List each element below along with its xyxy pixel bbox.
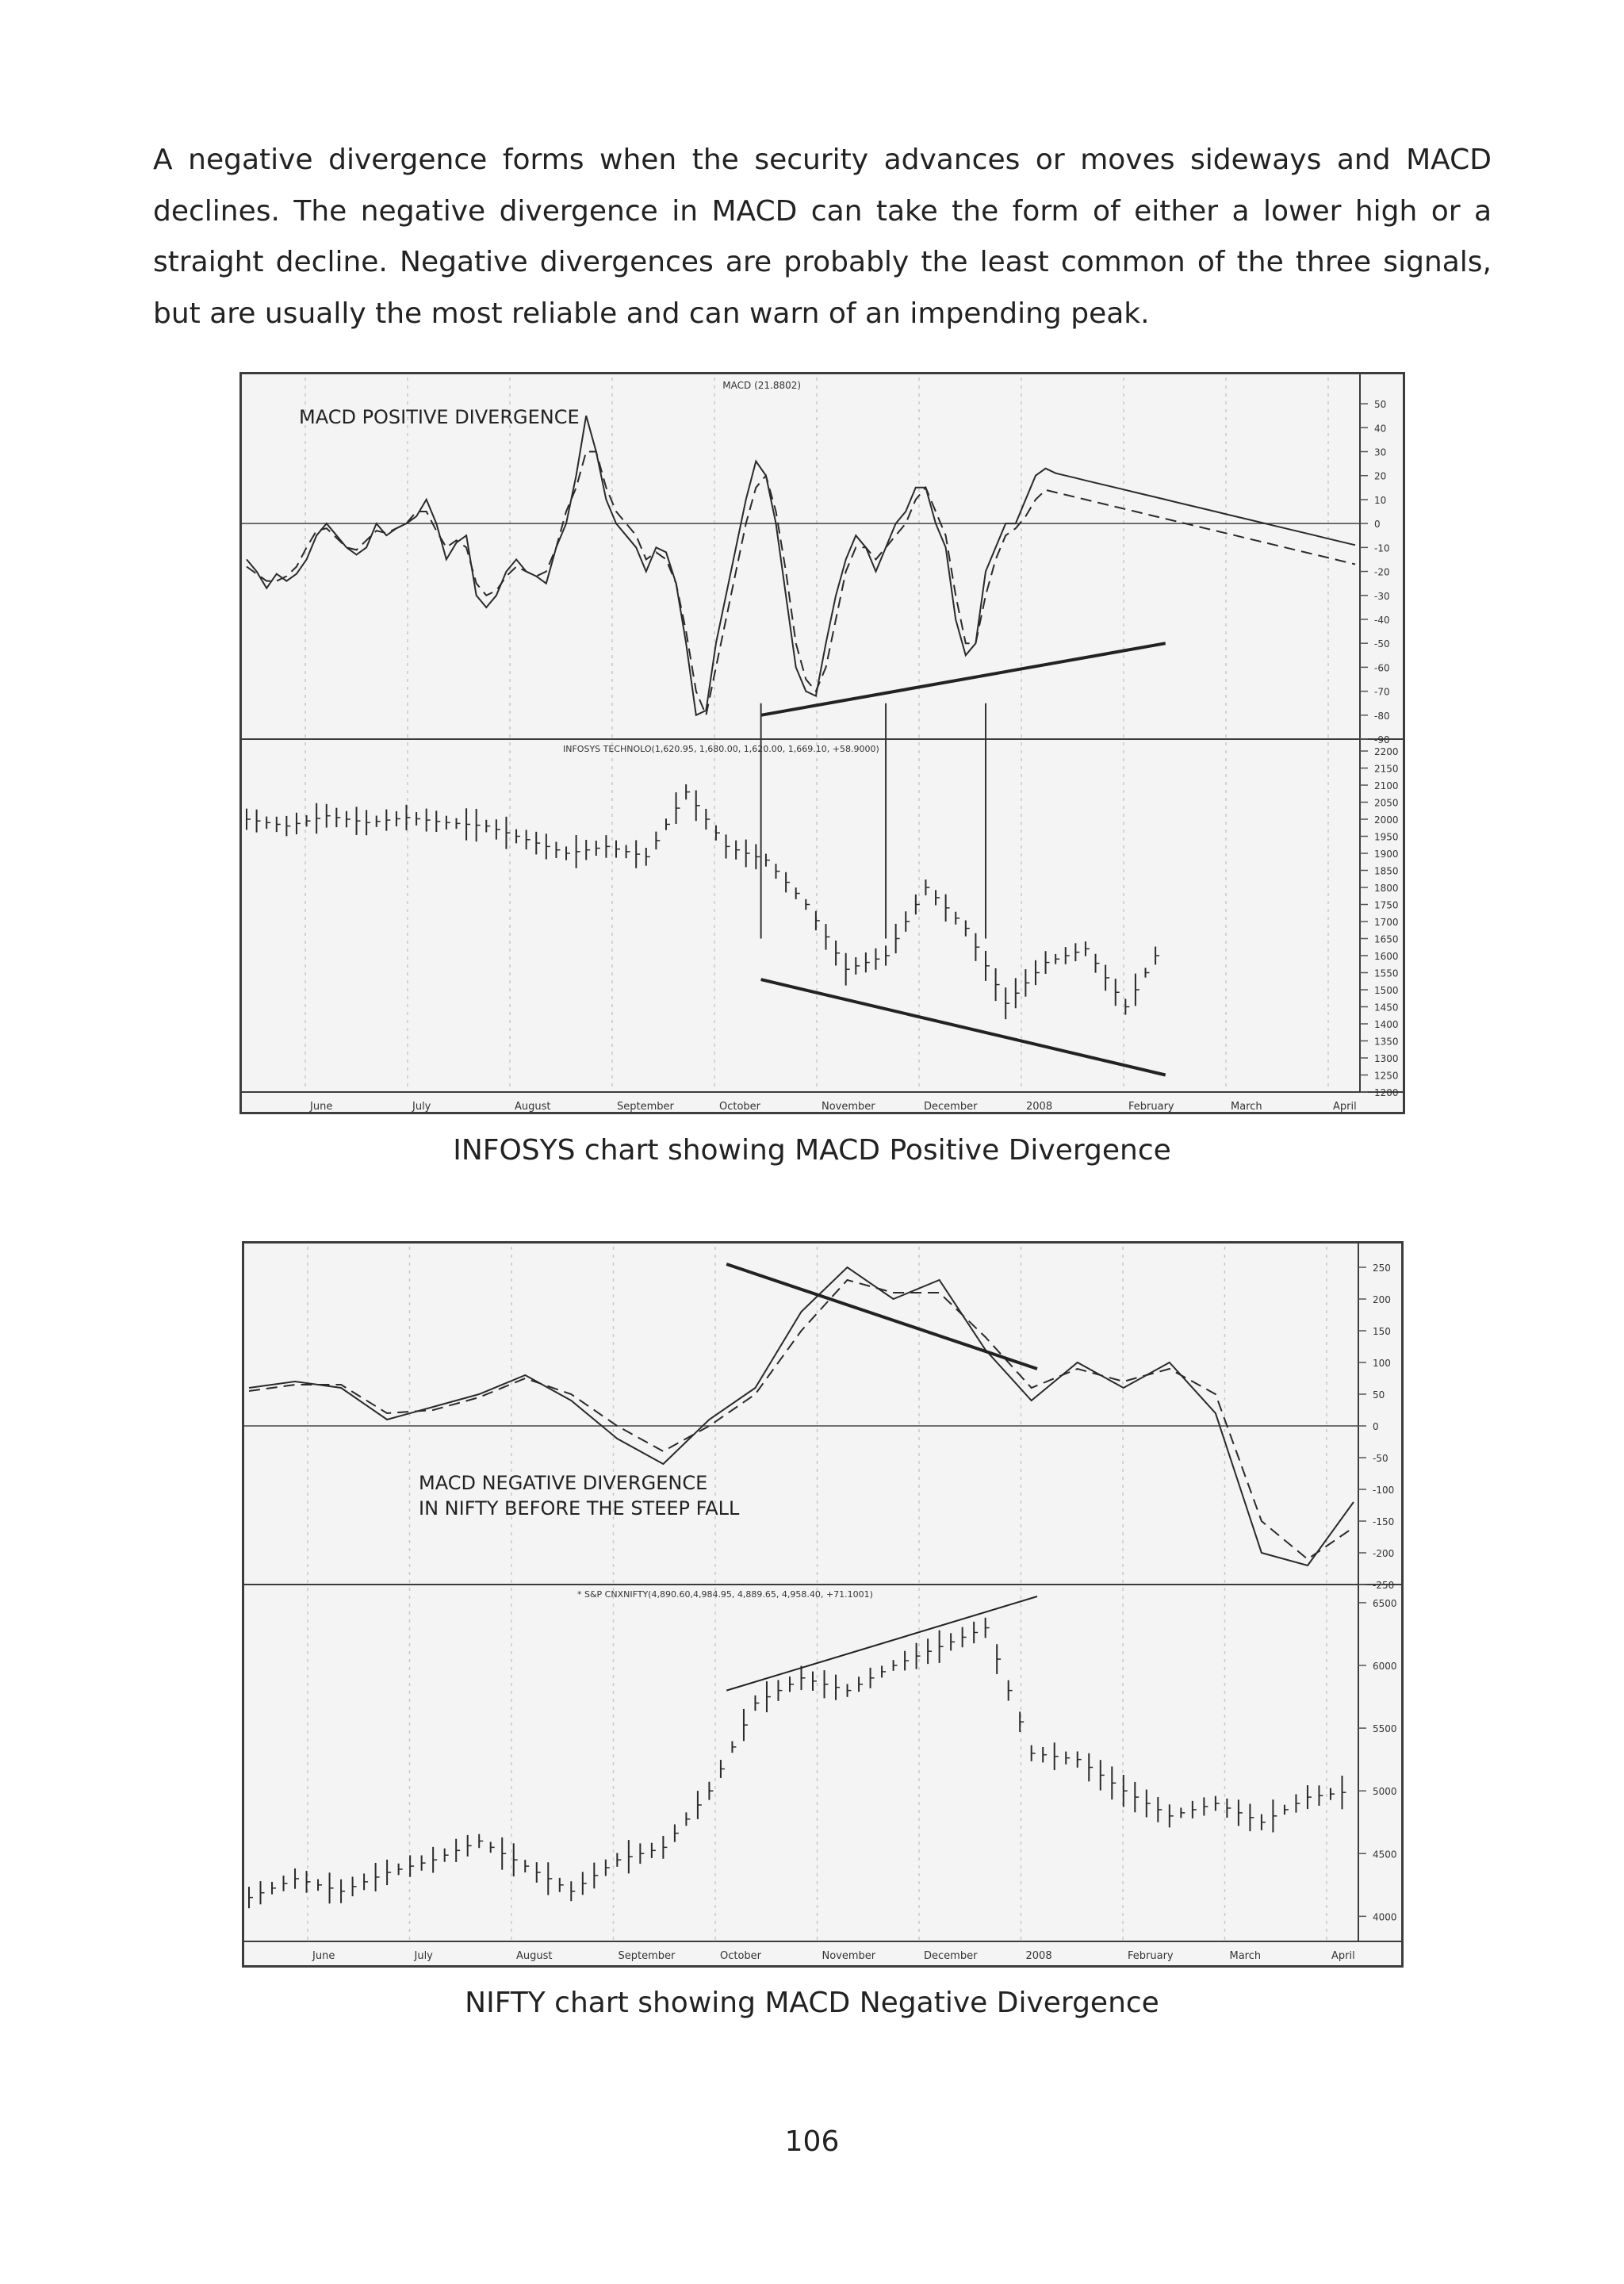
price-header: INFOSYS TECHNOLO(1,620.95, 1,680.00, 1,620.00, 1,669.10, +58.9000) xyxy=(563,744,879,754)
price-tick-label: 2050 xyxy=(1374,797,1399,809)
macd-tick-label: 30 xyxy=(1374,446,1387,458)
price-tick-label: 1700 xyxy=(1374,917,1399,928)
macd-tick-label: 10 xyxy=(1374,494,1387,506)
macd-series-line xyxy=(247,416,1355,715)
month-label: 2008 xyxy=(1026,1101,1053,1112)
month-label: April xyxy=(1331,1950,1355,1962)
price-tick-label: 1900 xyxy=(1374,849,1399,860)
macd-trendline xyxy=(761,643,1166,715)
infosys-macd-chart xyxy=(239,372,1405,1114)
price-tick-label: 1850 xyxy=(1374,865,1399,877)
price-tick-label: 1600 xyxy=(1374,951,1399,962)
macd-tick-label: -50 xyxy=(1374,638,1390,650)
macd-tick-label: -70 xyxy=(1374,686,1390,698)
price-tick-label: 1750 xyxy=(1374,899,1399,911)
price-tick-label: 1400 xyxy=(1374,1019,1399,1030)
macd-tick-label: 100 xyxy=(1373,1358,1391,1369)
month-label: August xyxy=(515,1101,551,1112)
macd-tick-label: -80 xyxy=(1374,710,1390,722)
month-label: November xyxy=(822,1950,876,1962)
price-tick-label: 2200 xyxy=(1374,746,1399,757)
price-tick-label: 1650 xyxy=(1374,933,1399,945)
price-tick-label: 1450 xyxy=(1374,1002,1399,1014)
month-label: June xyxy=(312,1950,335,1962)
price-tick-label: 5500 xyxy=(1373,1723,1397,1735)
macd-trendline xyxy=(726,1264,1037,1369)
price-tick-label: 2000 xyxy=(1374,814,1399,826)
macd-header: MACD (21.8802) xyxy=(722,380,802,391)
macd-tick-label: 20 xyxy=(1374,470,1387,482)
macd-annotation: IN NIFTY BEFORE THE STEEP FALL xyxy=(419,1497,740,1519)
month-label: October xyxy=(720,1950,762,1962)
macd-tick-label: 50 xyxy=(1374,399,1387,411)
price-tick-label: 1300 xyxy=(1374,1053,1399,1064)
nifty-macd-chart xyxy=(242,1241,1404,1968)
macd-tick-label: -10 xyxy=(1374,542,1390,554)
infosys-chart-svg xyxy=(242,374,1403,1112)
macd-series-line xyxy=(249,1280,1354,1559)
macd-tick-label: -50 xyxy=(1373,1453,1388,1464)
page-number: 106 xyxy=(784,2125,840,2158)
price-tick-label: 2150 xyxy=(1374,763,1399,775)
month-label: October xyxy=(719,1101,761,1112)
month-label: April xyxy=(1333,1101,1357,1112)
macd-series-line xyxy=(249,1267,1354,1565)
price-tick-label: 1250 xyxy=(1374,1070,1399,1082)
month-label: 2008 xyxy=(1025,1950,1052,1962)
month-label: September xyxy=(617,1101,674,1112)
price-tick-label: 6500 xyxy=(1373,1597,1397,1609)
price-tick-label: 1550 xyxy=(1374,968,1399,979)
macd-tick-label: 200 xyxy=(1373,1294,1391,1305)
macd-annotation: MACD POSITIVE DIVERGENCE xyxy=(299,406,580,428)
macd-tick-label: 0 xyxy=(1373,1421,1379,1432)
month-label: December xyxy=(924,1101,978,1112)
body-paragraph: A negative divergence forms when the security advances or moves sideways and MACD declines. The negative divergence in MACD can take the form of either a lower high or a straight decline. Negative divergences are probably the least common of the three signals, but are usually the most reliable and can warn of an impending peak. xyxy=(153,144,1492,330)
macd-tick-label: 0 xyxy=(1374,519,1381,531)
macd-tick-label: -40 xyxy=(1374,614,1390,626)
month-label: December xyxy=(924,1950,978,1962)
month-label: September xyxy=(618,1950,676,1962)
price-tick-label: 6000 xyxy=(1373,1661,1397,1672)
macd-annotation: MACD NEGATIVE DIVERGENCE xyxy=(419,1472,708,1494)
macd-tick-label: 50 xyxy=(1373,1389,1385,1401)
price-tick-label: 4000 xyxy=(1373,1911,1397,1923)
month-label: February xyxy=(1128,1950,1174,1962)
month-label: February xyxy=(1128,1101,1174,1112)
month-label: March xyxy=(1229,1950,1262,1962)
macd-tick-label: -60 xyxy=(1374,662,1390,674)
macd-tick-label: 150 xyxy=(1373,1326,1391,1337)
price-tick-label: 1200 xyxy=(1374,1087,1399,1098)
price-tick-label: 2100 xyxy=(1374,780,1399,791)
macd-tick-label: -200 xyxy=(1373,1548,1395,1559)
price-trendline xyxy=(761,979,1166,1075)
price-tick-label: 5000 xyxy=(1373,1786,1397,1798)
macd-tick-label: -100 xyxy=(1373,1485,1395,1496)
nifty-chart-caption: NIFTY chart showing MACD Negative Divergence xyxy=(465,1987,1159,2019)
nifty-chart-svg xyxy=(244,1244,1401,1965)
month-label: July xyxy=(412,1101,431,1112)
infosys-chart-caption: INFOSYS chart showing MACD Positive Divergence xyxy=(453,1134,1171,1167)
month-label: November xyxy=(822,1101,875,1112)
macd-tick-label: -150 xyxy=(1373,1516,1395,1527)
month-label: July xyxy=(414,1950,433,1962)
price-tick-label: 4500 xyxy=(1373,1849,1397,1861)
month-label: June xyxy=(310,1101,333,1112)
month-label: August xyxy=(516,1950,553,1962)
macd-tick-label: -30 xyxy=(1374,590,1390,602)
macd-tick-label: -90 xyxy=(1374,734,1390,745)
price-tick-label: 1950 xyxy=(1374,831,1399,843)
macd-tick-label: 250 xyxy=(1373,1263,1391,1274)
macd-tick-label: -20 xyxy=(1374,566,1390,578)
price-tick-label: 1500 xyxy=(1374,985,1399,996)
price-tick-label: 1350 xyxy=(1374,1036,1399,1048)
macd-series-line xyxy=(247,452,1355,715)
macd-tick-label: -250 xyxy=(1373,1580,1395,1591)
price-header: * S&P CNXNIFTY(4,890.60,4,984.95, 4,889.65, 4,958.40, +71.1001) xyxy=(577,1589,873,1600)
month-label: March xyxy=(1231,1101,1262,1112)
macd-tick-label: 40 xyxy=(1374,423,1387,435)
price-tick-label: 1800 xyxy=(1374,883,1399,894)
